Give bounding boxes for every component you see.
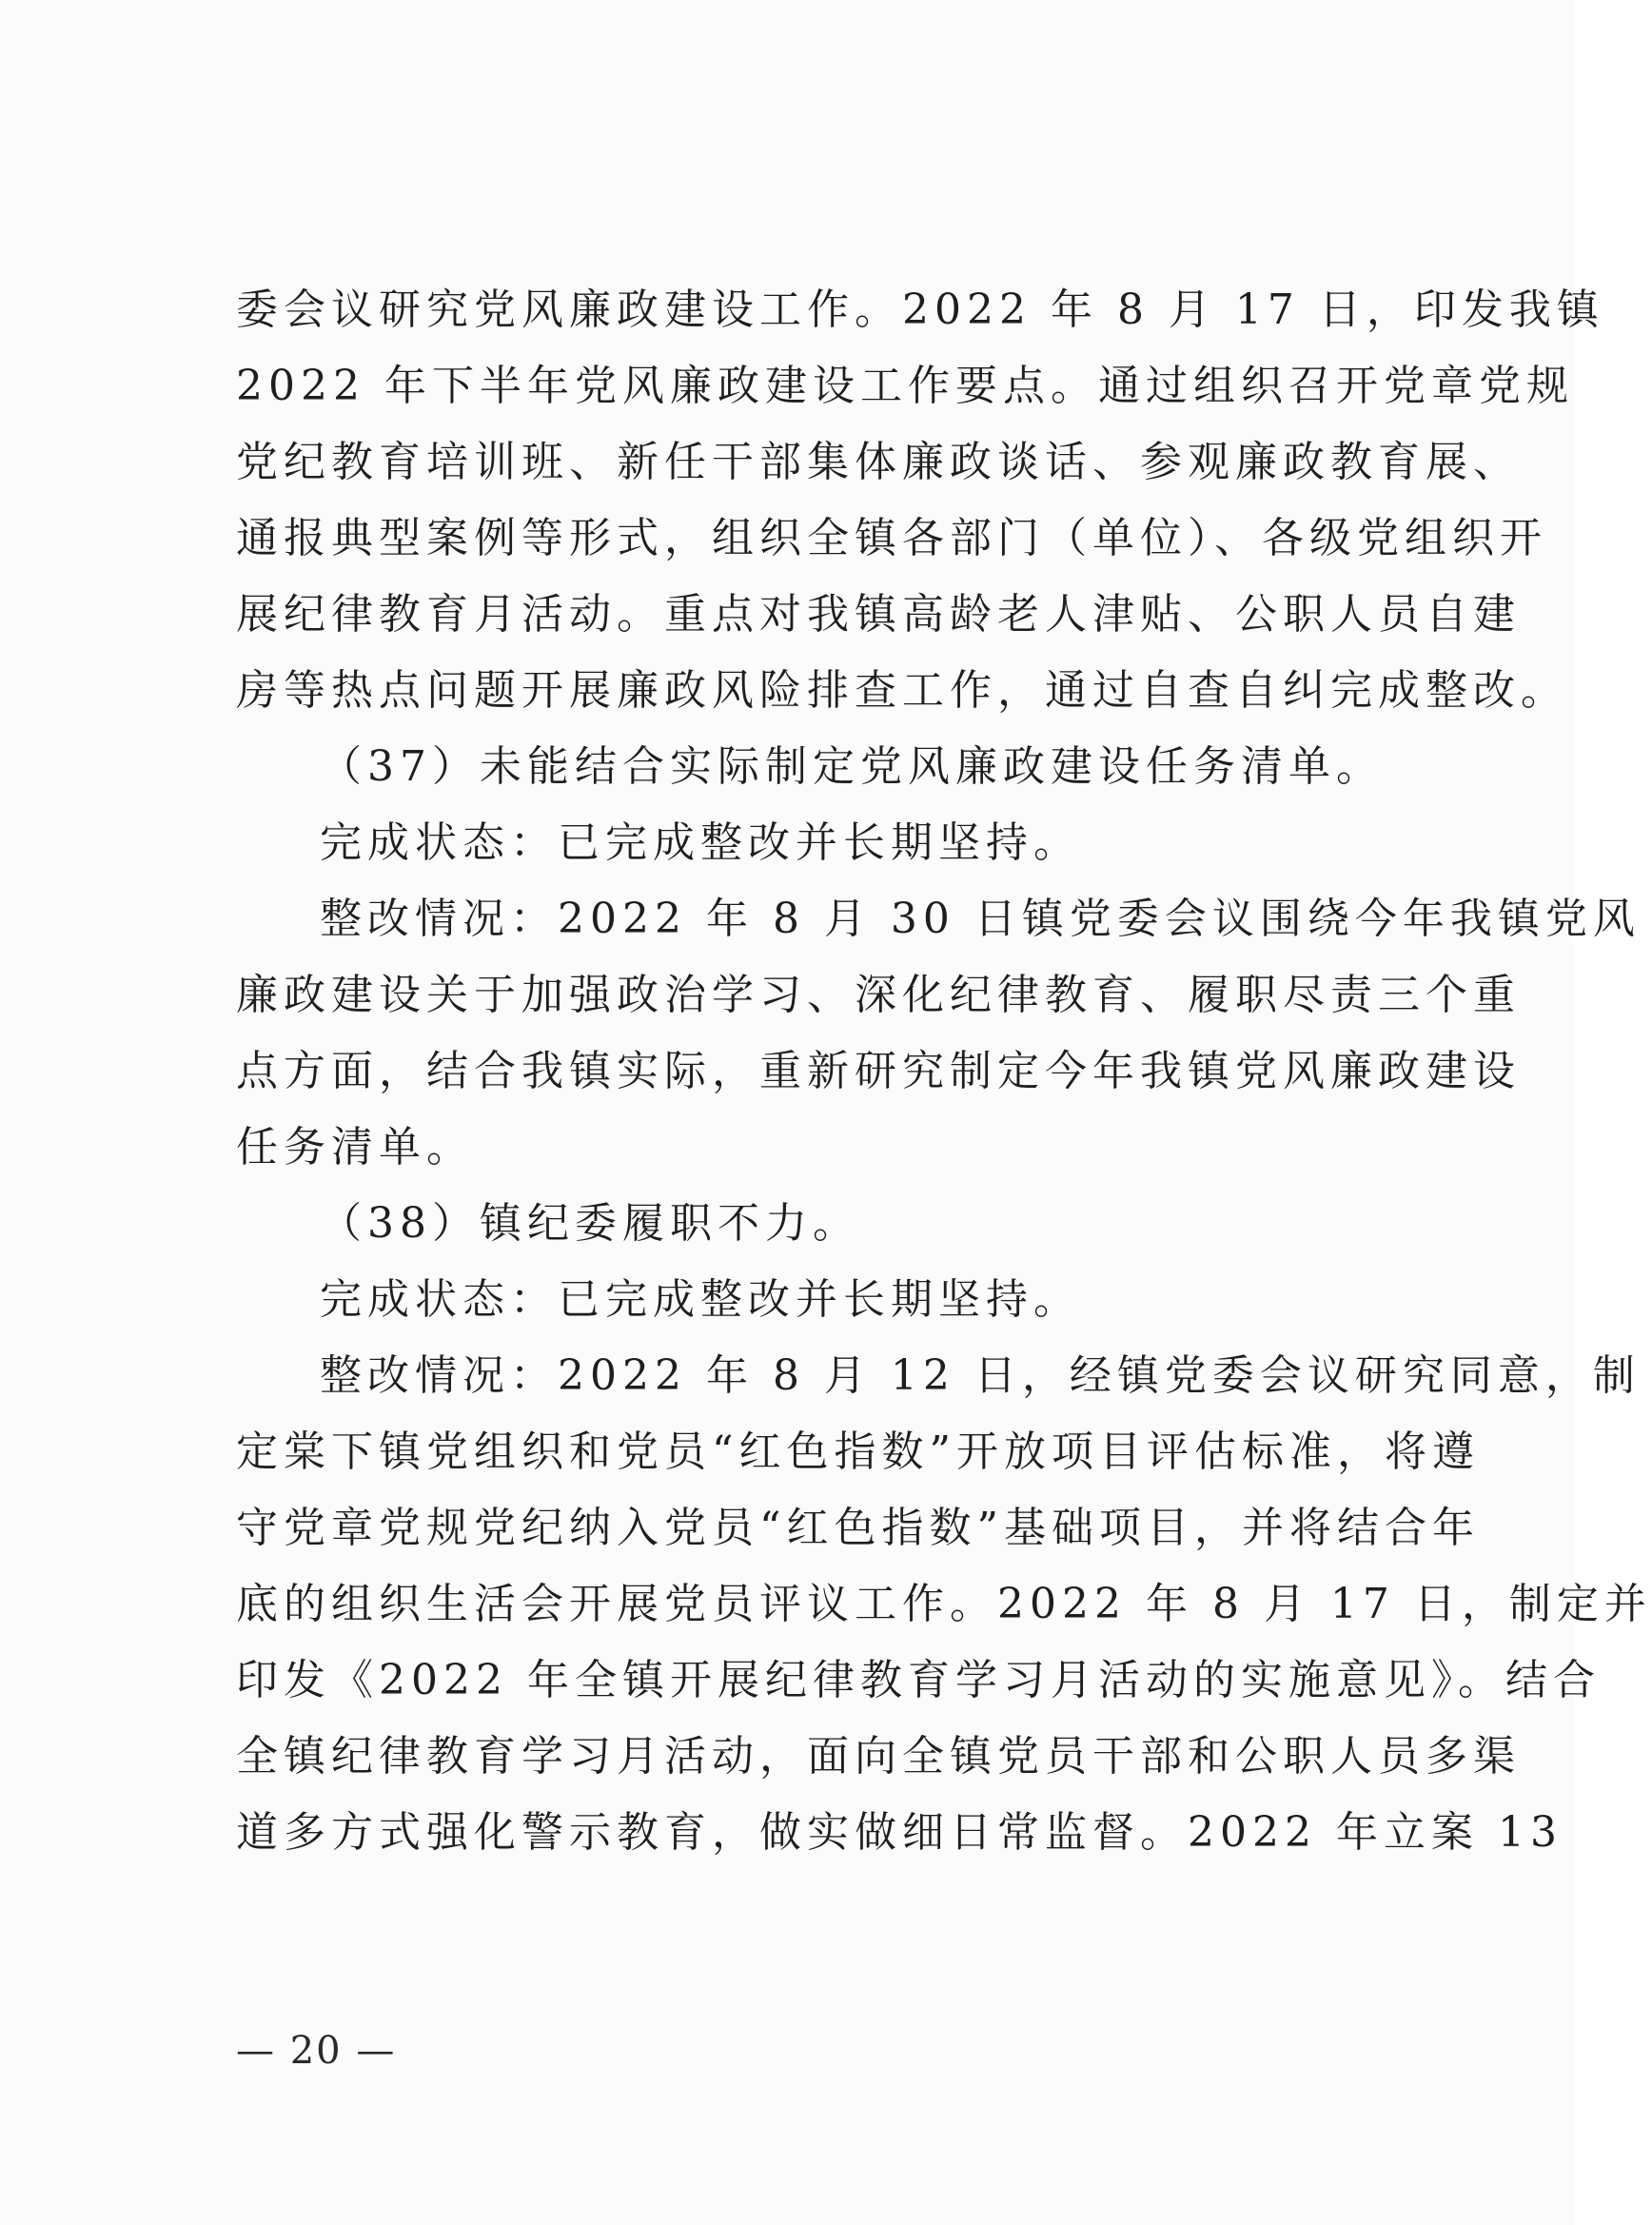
text-line: 全镇纪律教育学习月活动，面向全镇党员干部和公职人员多渠 [236, 1732, 1521, 1781]
text-line: 廉政建设关于加强政治学习、深化纪律教育、履职尽责三个重 [236, 971, 1521, 1019]
text-line: 底的组织生活会开展党员评议工作。2022 年 8 月 17 日，制定并 [236, 1580, 1652, 1628]
text-line: 党纪教育培训班、新任干部集体廉政谈话、参观廉政教育展、 [236, 438, 1521, 486]
text-line: 房等热点问题开展廉政风险排查工作，通过自查自纠完成整改。 [236, 666, 1568, 715]
text-line: 2022 年下半年党风廉政建设工作要点。通过组织召开党章党规 [236, 362, 1574, 410]
text-line: 道多方式强化警示教育，做实做细日常监督。2022 年立案 13 [236, 1808, 1563, 1857]
item-heading-38: （38）镇纪委履职不力。 [320, 1199, 860, 1248]
text-line: 委会议研究党风廉政建设工作。2022 年 8 月 17 日，印发我镇 [236, 286, 1604, 334]
text-line: 印发《2022 年全镇开展纪律教育学习月活动的实施意见》。结合 [236, 1656, 1601, 1704]
rectification-status-start: 整改情况：2022 年 8 月 12 日，经镇党委会议研究同意，制 [320, 1351, 1641, 1400]
text-line: 定棠下镇党组织和党员“红色指数”开放项目评估标准，将遵 [236, 1428, 1480, 1476]
text-line: 点方面，结合我镇实际，重新研究制定今年我镇党风廉政建设 [236, 1047, 1521, 1095]
text-line: 展纪律教育月活动。重点对我镇高龄老人津贴、公职人员自建 [236, 590, 1521, 639]
completion-status: 完成状态：已完成整改并长期坚持。 [320, 1275, 1081, 1324]
text-line: 通报典型案例等形式，组织全镇各部门（单位）、各级党组织开 [236, 514, 1547, 562]
text-line: 任务清单。 [236, 1123, 474, 1172]
rectification-status-start: 整改情况：2022 年 8 月 30 日镇党委会议围绕今年我镇党风 [320, 895, 1641, 943]
item-heading-37: （37）未能结合实际制定党风廉政建设任务清单。 [320, 742, 1384, 791]
body-text [236, 272, 1652, 1871]
text-line: 守党章党规党纪纳入党员“红色指数”基础项目，并将结合年 [236, 1504, 1480, 1552]
page-number: — 20 — [236, 2029, 397, 2073]
completion-status: 完成状态：已完成整改并长期坚持。 [320, 818, 1081, 867]
